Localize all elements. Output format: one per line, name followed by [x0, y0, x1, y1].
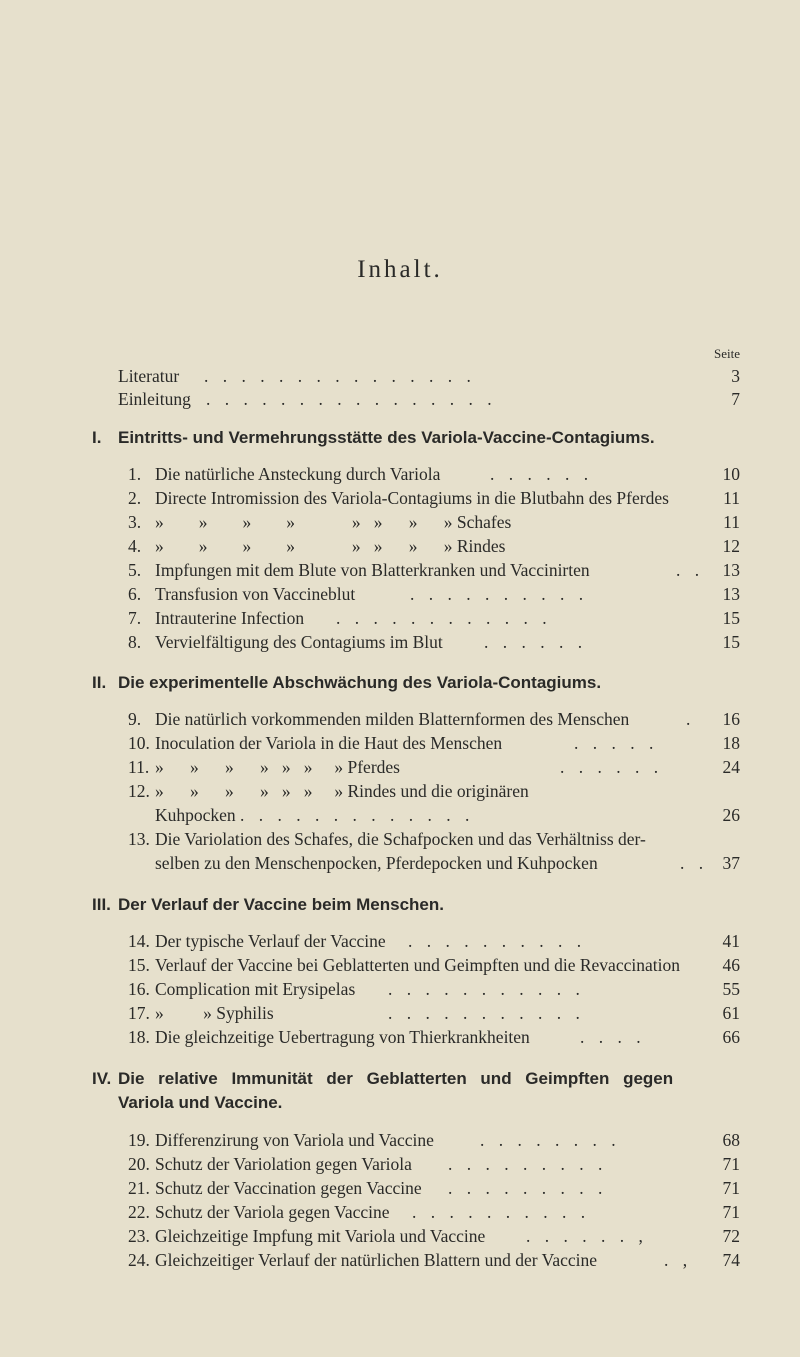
toc-entry: [118, 708, 740, 730]
leader-dots: . . . . . .: [560, 757, 664, 777]
page-number: 74: [722, 1250, 740, 1270]
page-number: 11: [723, 488, 740, 508]
page-number: 26: [722, 805, 740, 825]
entry-text: Directe Intromission des Variola-Contagiums in die Blutbahn des Pferdes: [155, 488, 669, 508]
toc-entry: [118, 1002, 740, 1024]
leader-dots: . . . . . . . . .: [448, 1154, 608, 1174]
page-number: 61: [722, 1003, 740, 1023]
entry-number: 7.: [128, 608, 142, 628]
page-column-header: Seite: [714, 346, 740, 361]
page-number: 11: [723, 512, 740, 532]
entry-text: » » Syphilis: [155, 1003, 274, 1023]
section-title: Die relative Immunität der Geblatterten und Geimpften gegen: [118, 1069, 674, 1088]
entry-number: 6.: [128, 584, 142, 604]
leader-dots: . . . . . . . . . .: [412, 1202, 591, 1222]
page-number: 10: [722, 464, 740, 484]
leader-dots: . . . . . . . . . . . . .: [240, 805, 475, 825]
section-numeral: III.: [92, 895, 111, 914]
section-numeral: IV.: [92, 1069, 112, 1088]
toc-entry: [118, 828, 740, 850]
entry-number: 9.: [128, 709, 142, 729]
entry-text: Impfungen mit dem Blute von Blatterkranken und Vaccinirten: [155, 560, 590, 580]
leader-dots: . . . . . . . . . .: [408, 931, 587, 951]
page-number: 66: [722, 1027, 740, 1047]
leader-dots: . . . . . . . . . . .: [388, 1003, 585, 1023]
page-number: 72: [722, 1226, 740, 1246]
entry-number: 18.: [128, 1027, 150, 1047]
entry-number: 3.: [128, 512, 142, 532]
toc-entry: [118, 1177, 740, 1199]
toc-entry: [118, 511, 740, 533]
page-number: 46: [722, 955, 740, 975]
toc-entry-continued: [118, 852, 740, 874]
section-numeral: I.: [92, 428, 102, 447]
entry-number: 12.: [128, 781, 150, 801]
leader-dots: . . . . . . . . . .: [410, 584, 589, 604]
page-number: 41: [722, 931, 740, 951]
entry-number: 15.: [128, 955, 150, 975]
entry-text: Complication mit Erysipelas: [155, 979, 356, 999]
page-title: Inhalt.: [357, 256, 443, 283]
toc-entry: [118, 978, 740, 1000]
page-number: 37: [722, 853, 740, 873]
entry-text: Die Variolation des Schafes, die Schafpocken und das Verhältniss der-: [155, 829, 646, 849]
toc-entry: [118, 732, 740, 754]
page-number: 68: [722, 1130, 740, 1150]
entry-text: Vervielfältigung des Contagiums im Blut: [155, 632, 443, 652]
entry-number: 10.: [128, 733, 150, 753]
entry-text: Gleichzeitige Impfung mit Variola und Vaccine: [155, 1226, 486, 1246]
entry-number: 5.: [128, 560, 142, 580]
entry-text: Inoculation der Variola in die Haut des Menschen: [155, 733, 503, 753]
toc-entry: [118, 559, 740, 581]
toc-entry-continued: [118, 804, 740, 826]
toc-entry: [118, 487, 740, 509]
entry-text: Die gleichzeitige Uebertragung von Thierkrankheiten: [155, 1027, 530, 1047]
entry-text: » » » » » » » » Schafes: [155, 512, 512, 532]
entry-number: 11.: [128, 757, 150, 777]
entry-number: 19.: [128, 1130, 150, 1150]
toc-entry: [118, 463, 740, 485]
entry-number: 20.: [128, 1154, 150, 1174]
page-number: 24: [722, 757, 740, 777]
entry-text: » » » » » » » Rindes und die originären: [155, 781, 529, 801]
leader-dots: . . . . . .: [490, 464, 594, 484]
entry-text: Die natürliche Ansteckung durch Variola: [155, 464, 441, 484]
page-number: 18: [722, 733, 740, 753]
section-heading: [92, 671, 698, 695]
entry-number: 14.: [128, 931, 150, 951]
entry-number: 13.: [128, 829, 150, 849]
entry-text: Der typische Verlauf der Vaccine: [155, 931, 386, 951]
toc-entry: [118, 535, 740, 557]
entry-number: 16.: [128, 979, 150, 999]
page-number: 12: [722, 536, 740, 556]
toc-entry: [118, 1153, 740, 1175]
leader-dots: . . . . . . . . . . .: [388, 979, 585, 999]
entry-number: 2.: [128, 488, 142, 508]
toc-entry: [118, 1026, 740, 1048]
entry-number: 21.: [128, 1178, 150, 1198]
leader-dots: . . . . . . . .: [480, 1130, 621, 1150]
leader-dots: . . . . . . ,: [526, 1226, 648, 1246]
entry-text: Differenzirung von Variola und Vaccine: [155, 1130, 434, 1150]
toc-entry: [118, 780, 740, 802]
toc-entry-literatur: [118, 365, 740, 387]
page-number: 71: [722, 1178, 740, 1198]
entry-number: 17.: [128, 1003, 150, 1023]
entry-text: Transfusion von Vaccineblut: [155, 584, 356, 604]
entry-text: Schutz der Vaccination gegen Vaccine: [155, 1178, 422, 1198]
section-title-continued: Variola und Vaccine.: [118, 1093, 283, 1112]
section-heading: [92, 893, 698, 917]
section-numeral: II.: [92, 673, 107, 692]
leader-dots: . . . . . . . . .: [448, 1178, 608, 1198]
entry-text: Kuhpocken: [155, 805, 236, 825]
page-number: 15: [722, 608, 740, 628]
entry-text: Schutz der Variolation gegen Variola: [155, 1154, 412, 1174]
section-heading: [92, 426, 698, 450]
leader-dots: . . . . . . . . . . . . . . . .: [206, 389, 497, 409]
leader-dots: . . . . .: [574, 733, 659, 753]
toc-entry: [118, 1225, 740, 1247]
entry-text: » » » » » » » Pferdes: [155, 757, 400, 777]
toc-entry: [118, 756, 740, 778]
leader-dots: . ,: [664, 1250, 693, 1270]
entry-number: 4.: [128, 536, 142, 556]
entry-text: Die natürlich vorkommenden milden Blatternformen des Menschen: [155, 709, 630, 729]
entry-number: 1.: [128, 464, 142, 484]
page-number: 7: [731, 389, 740, 409]
toc-entry: [118, 1249, 740, 1271]
leader-dots: . .: [680, 853, 709, 873]
section-title: Eintritts- und Vermehrungsstätte des Variola-Vaccine-Contagiums.: [118, 428, 655, 447]
toc-entry: [118, 1201, 740, 1223]
entry-text: Verlauf der Vaccine bei Geblatterten und Geimpften und die Revaccination: [155, 955, 680, 975]
toc-entry-einleitung: [118, 388, 740, 410]
section-heading: [92, 1067, 698, 1115]
leader-dots: . . . . . . . . . . . .: [336, 608, 552, 628]
toc-entry: [118, 930, 740, 952]
entry-text: Gleichzeitiger Verlauf der natürlichen Blattern und der Vaccine: [155, 1250, 598, 1270]
entry-number: 24.: [128, 1250, 150, 1270]
page-number: 3: [731, 366, 740, 386]
section-title: Die experimentelle Abschwächung des Variola-Contagiums.: [118, 673, 602, 692]
toc-entry: [118, 583, 740, 605]
entry-text: Schutz der Variola gegen Vaccine: [155, 1202, 390, 1222]
page-number: 13: [722, 560, 740, 580]
toc-entry: [118, 607, 740, 629]
page-number: 71: [722, 1154, 740, 1174]
leader-dots: . . . . . .: [484, 632, 588, 652]
entry-text: Intrauterine Infection: [155, 608, 305, 628]
leader-dots: . .: [676, 560, 705, 580]
entry-text: » » » » » » » » Rindes: [155, 536, 506, 556]
entry-text: Literatur: [118, 366, 180, 386]
leader-dots: .: [686, 709, 696, 729]
toc-entry: [118, 1129, 740, 1151]
page-number: 13: [722, 584, 740, 604]
toc-entry: [118, 954, 740, 976]
entry-text: Einleitung: [118, 389, 191, 409]
entry-text: selben zu den Menschenpocken, Pferdepocken und Kuhpocken: [155, 853, 598, 873]
page-number: 71: [722, 1202, 740, 1222]
entry-number: 22.: [128, 1202, 150, 1222]
toc-entry: [118, 631, 740, 653]
leader-dots: . . . . . . . . . . . . . . .: [204, 366, 476, 386]
leader-dots: . . . .: [580, 1027, 646, 1047]
page-number: 55: [722, 979, 740, 999]
entry-number: 23.: [128, 1226, 150, 1246]
section-title: Der Verlauf der Vaccine beim Menschen.: [118, 895, 444, 914]
page-number: 15: [722, 632, 740, 652]
page-number: 16: [722, 709, 740, 729]
entry-number: 8.: [128, 632, 142, 652]
